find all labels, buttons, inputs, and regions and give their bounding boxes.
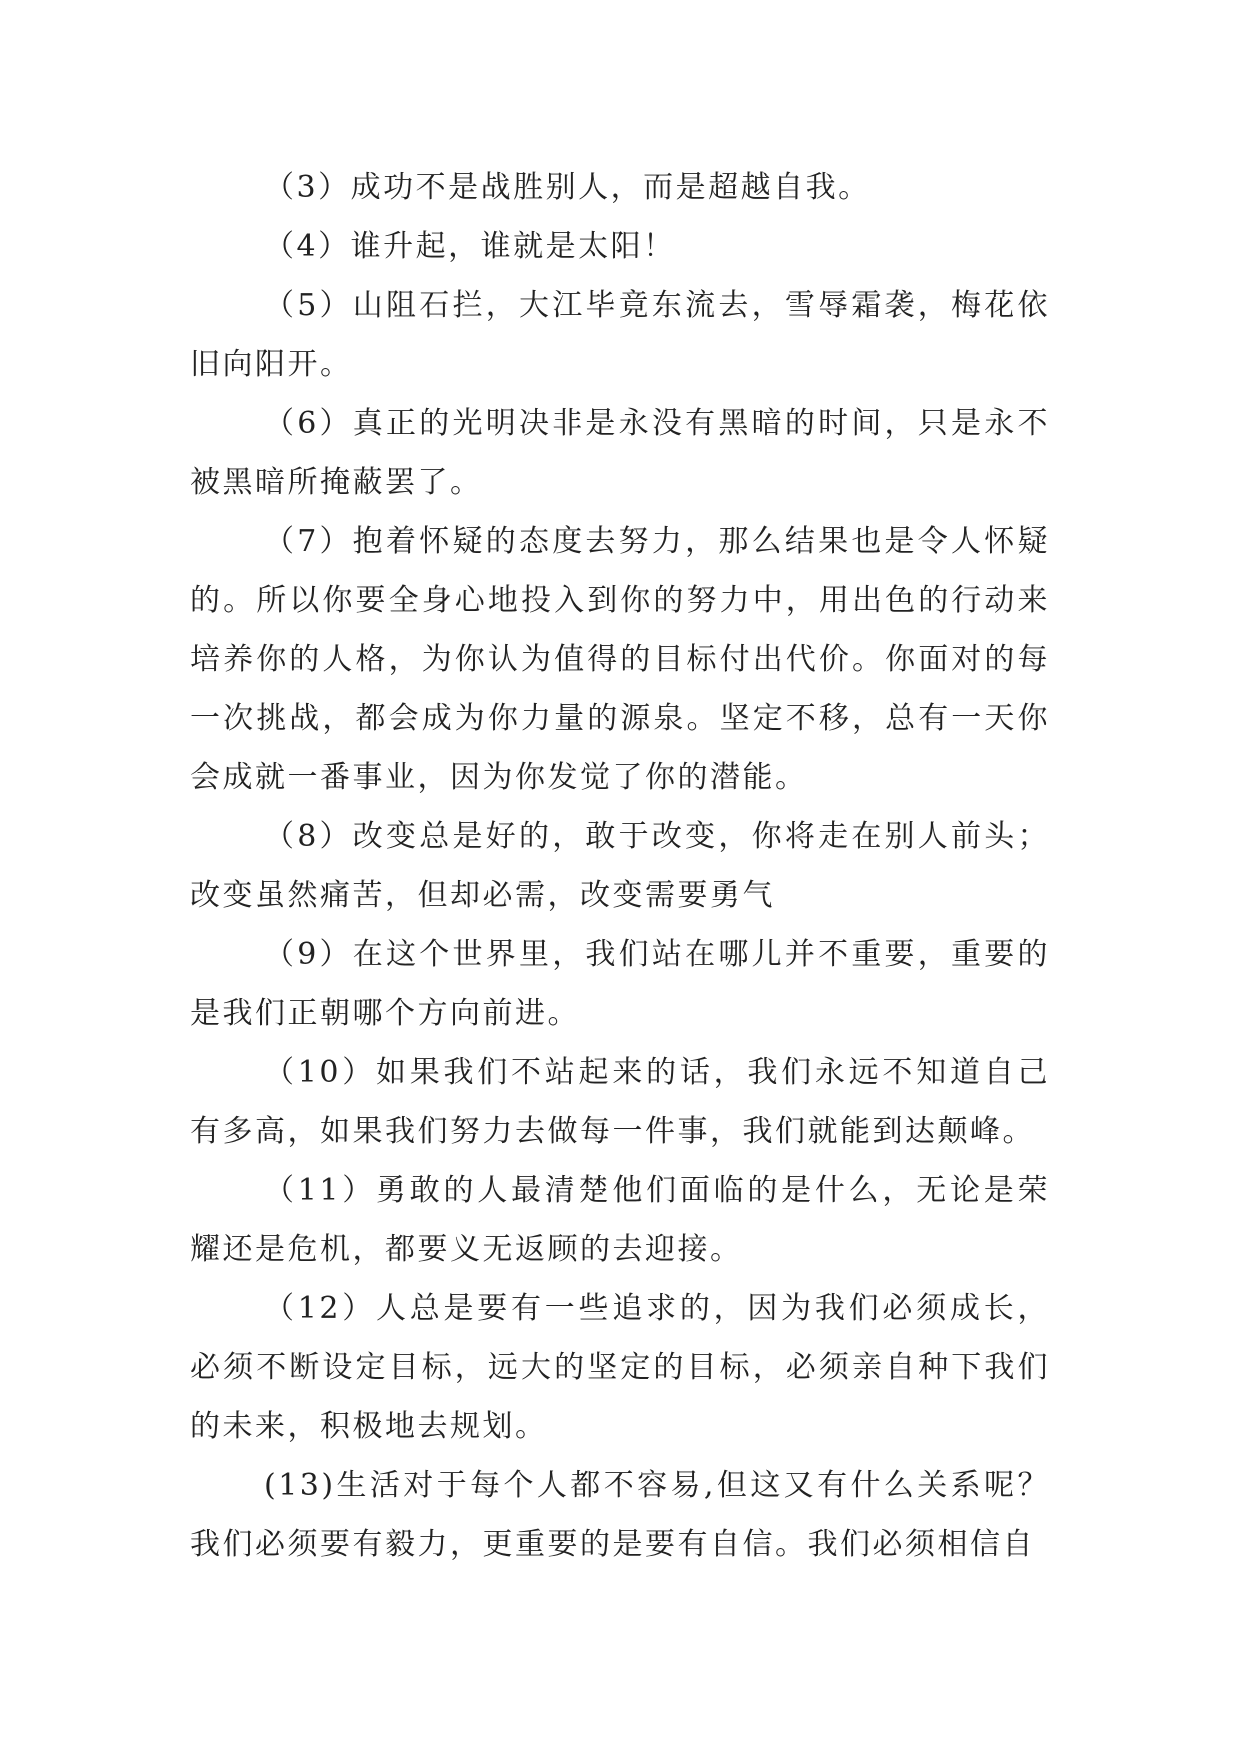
paragraph-7: （7）抱着怀疑的态度去努力，那么结果也是令人怀疑的。所以你要全身心地投入到你的努力中，用出色的行动来培养你的人格，为你认为值得的目标付出代价。你面对的每一次挑战，都会成为你力量的源泉。坚定不移，总有一天你会成就一番事业，因为你发觉了你的潜能。 bbox=[190, 524, 1050, 795]
paragraph-8: （8）改变总是好的，敢于改变，你将走在别人前头；改变虽然痛苦，但却必需，改变需要勇气 bbox=[190, 819, 1050, 913]
paragraph-9: （9）在这个世界里，我们站在哪儿并不重要，重要的是我们正朝哪个方向前进。 bbox=[190, 937, 1050, 1031]
paragraph-3: （3）成功不是战胜别人，而是超越自我。 bbox=[264, 170, 871, 205]
paragraph-12: （12）人总是要有一些追求的，因为我们必须成长，必须不断设定目标，远大的坚定的目标，必须亲自种下我们的未来，积极地去规划。 bbox=[190, 1291, 1050, 1444]
document-body bbox=[190, 158, 1050, 1574]
paragraph-11: （11）勇敢的人最清楚他们面临的是什么，无论是荣耀还是危机，都要义无返顾的去迎接。 bbox=[190, 1173, 1050, 1267]
paragraph-6: （6）真正的光明决非是永没有黑暗的时间，只是永不被黑暗所掩蔽罢了。 bbox=[190, 406, 1050, 500]
paragraph-4: （4）谁升起，谁就是太阳！ bbox=[264, 229, 676, 264]
paragraph-10: （10）如果我们不站起来的话，我们永远不知道自己有多高，如果我们努力去做每一件事，我们就能到达颠峰。 bbox=[190, 1055, 1050, 1149]
paragraph-5: （5）山阻石拦，大江毕竟东流去，雪辱霜袭，梅花依旧向阳开。 bbox=[190, 288, 1050, 382]
paragraph-13: (13)生活对于每个人都不容易,但这又有什么关系呢？我们必须要有毅力，更重要的是要有自信。我们必须相信自 bbox=[190, 1468, 1050, 1562]
